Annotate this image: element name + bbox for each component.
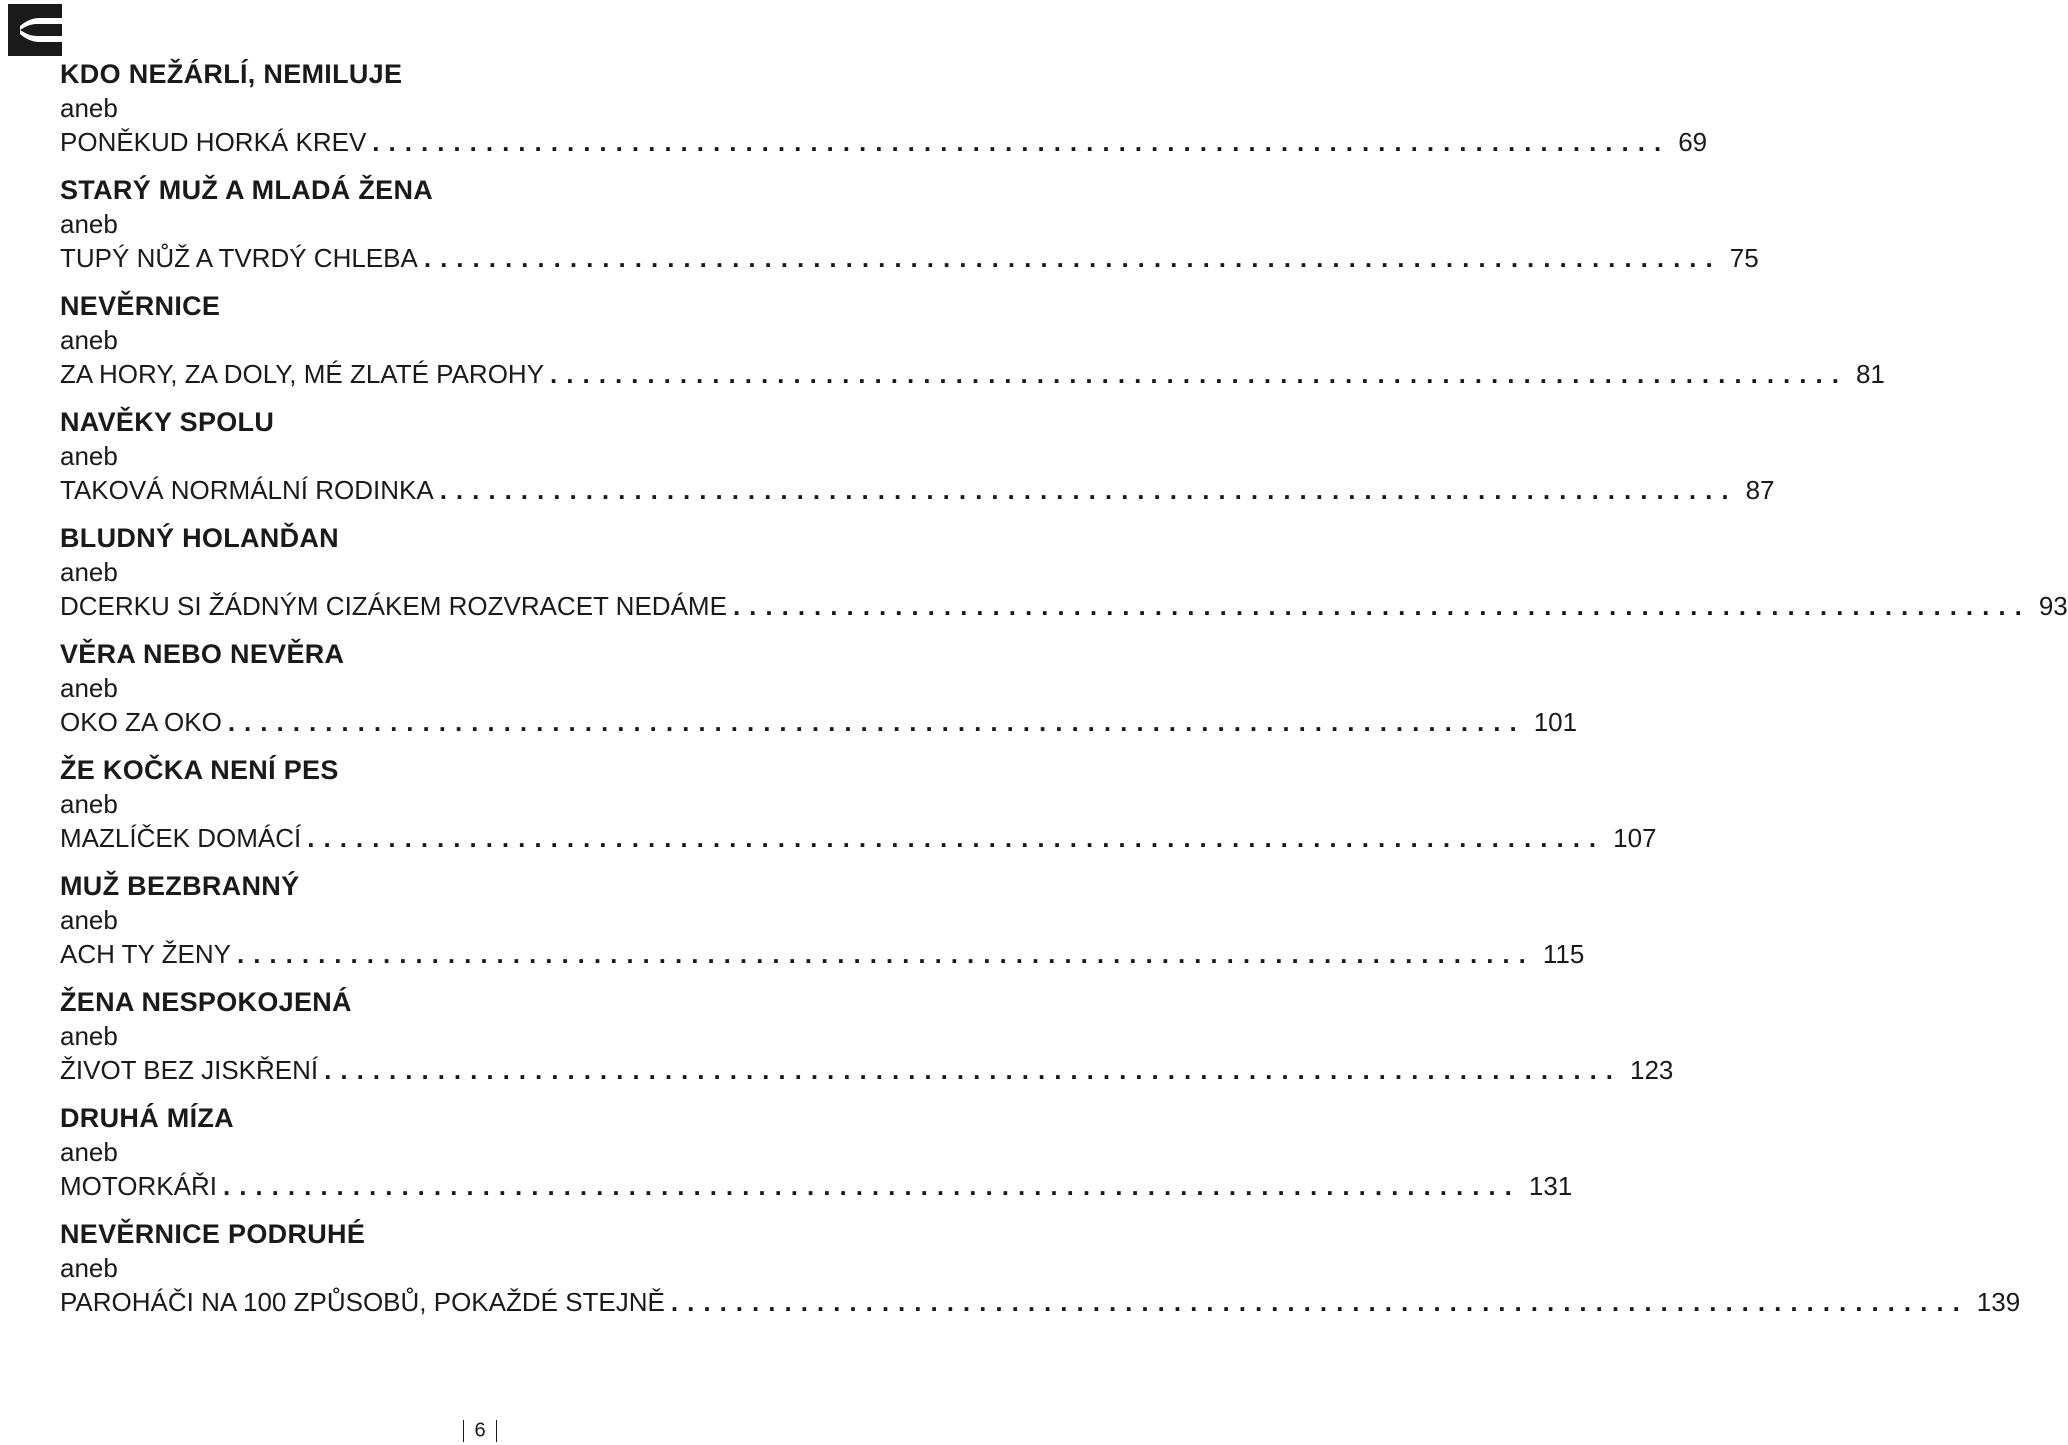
toc-entry (60, 1098, 1573, 1206)
dot-leader: ................................................................................ (439, 475, 1738, 505)
dot-leader: ................................................................................ (236, 939, 1535, 969)
entry-page-number: 75 (1729, 243, 1759, 273)
entry-title: NEVĚRNICE PODRUHÉ (60, 1219, 366, 1249)
entry-subtitle: TUPÝ NŮŽ A TVRDÝ CHLEBA (60, 243, 418, 273)
entry-title: VĚRA NEBO NEVĚRA (60, 639, 345, 669)
dot-leader: ................................................................................ (423, 243, 1722, 273)
entry-title: NEVĚRNICE (60, 291, 221, 321)
dot-leader: ................................................................................ (550, 359, 1848, 389)
toc-entry (60, 866, 1585, 974)
entry-aneb: aneb (60, 1021, 118, 1051)
dot-leader: ................................................................................ (372, 127, 1671, 157)
entry-aneb: aneb (60, 441, 118, 471)
entry-title: MUŽ BEZBRANNÝ (60, 871, 300, 901)
toc-entry (60, 750, 1657, 858)
entry-subtitle: PAROHÁČI NA 100 ZPŮSOBŮ, POKAŽDÉ STEJNĚ (60, 1287, 665, 1317)
entry-subtitle: MOTORKÁŘI (60, 1171, 217, 1201)
footer-divider (496, 1420, 497, 1442)
entry-subtitle-line (60, 470, 1775, 510)
entry-page-number: 131 (1528, 1171, 1573, 1201)
entry-page-number: 69 (1678, 127, 1708, 157)
entry-aneb: aneb (60, 93, 118, 123)
toc-entry (60, 54, 1708, 162)
dot-leader: ................................................................................ (324, 1055, 1623, 1085)
entry-page-number: 107 (1613, 823, 1657, 853)
entry-subtitle-line (60, 1050, 1674, 1090)
toc-entry (60, 286, 1885, 394)
entry-subtitle: TAKOVÁ NORMÁLNÍ RODINKA (60, 475, 434, 505)
entry-subtitle-line (60, 586, 2068, 626)
page-number: 6 (474, 1419, 486, 1442)
publisher-logo-icon (8, 4, 62, 56)
entry-title: BLUDNÝ HOLANĎAN (60, 523, 339, 553)
entry-subtitle: ZA HORY, ZA DOLY, MÉ ZLATÉ PAROHY (60, 359, 545, 389)
entry-aneb: aneb (60, 325, 118, 355)
entry-page-number: 81 (1855, 359, 1885, 389)
entry-aneb: aneb (60, 789, 118, 819)
entry-subtitle-line (60, 1282, 2021, 1322)
toc-entry (60, 1214, 2021, 1322)
entry-subtitle: DCERKU SI ŽÁDNÝM CIZÁKEM ROZVRACET NEDÁME (60, 591, 727, 621)
dot-leader: ................................................................................ (670, 1287, 1969, 1317)
dot-leader: ................................................................................ (307, 823, 1606, 853)
entry-page-number: 115 (1542, 939, 1585, 969)
entry-title: ŽENA NESPOKOJENÁ (60, 987, 352, 1017)
entry-subtitle-line (60, 1166, 1573, 1206)
entry-page-number: 93 (2038, 591, 2068, 621)
entry-title: DRUHÁ MÍZA (60, 1103, 234, 1133)
entry-subtitle-line (60, 818, 1657, 858)
toc-entry (60, 518, 2068, 626)
entry-aneb: aneb (60, 1137, 118, 1167)
table-of-contents (60, 54, 2068, 1330)
entry-subtitle-line (60, 702, 1578, 742)
entry-page-number: 87 (1745, 475, 1775, 505)
toc-entry (60, 402, 1775, 510)
entry-title: KDO NEŽÁRLÍ, NEMILUJE (60, 59, 403, 89)
dot-leader: ................................................................................ (222, 1171, 1521, 1201)
entry-title: STARÝ MUŽ A MLADÁ ŽENA (60, 175, 434, 205)
entry-title: NAVĚKY SPOLU (60, 407, 275, 437)
entry-page-number: 101 (1533, 707, 1578, 737)
toc-entry (60, 982, 1674, 1090)
entry-aneb: aneb (60, 905, 118, 935)
entry-subtitle-line (60, 122, 1708, 162)
footer-divider (463, 1420, 464, 1442)
entry-subtitle: ŽIVOT BEZ JISKŘENÍ (60, 1055, 319, 1085)
page-footer (0, 1416, 960, 1445)
entry-aneb: aneb (60, 557, 118, 587)
entry-aneb: aneb (60, 673, 118, 703)
entry-aneb: aneb (60, 209, 118, 239)
entry-page-number: 123 (1630, 1055, 1674, 1085)
dot-leader: ................................................................................ (732, 591, 2031, 621)
dot-leader: ................................................................................ (227, 707, 1526, 737)
entry-subtitle: PONĚKUD HORKÁ KREV (60, 127, 367, 157)
entry-subtitle-line (60, 354, 1885, 394)
entry-page-number: 139 (1976, 1287, 2021, 1317)
entry-subtitle: MAZLÍČEK DOMÁCÍ (60, 823, 302, 853)
entry-subtitle: ACH TY ŽENY (60, 939, 231, 969)
entry-title: ŽE KOČKA NENÍ PES (60, 755, 339, 785)
entry-subtitle-line (60, 238, 1759, 278)
entry-aneb: aneb (60, 1253, 118, 1283)
toc-entry (60, 634, 1578, 742)
toc-entry (60, 170, 1759, 278)
entry-subtitle: OKO ZA OKO (60, 707, 222, 737)
entry-subtitle-line (60, 934, 1585, 974)
